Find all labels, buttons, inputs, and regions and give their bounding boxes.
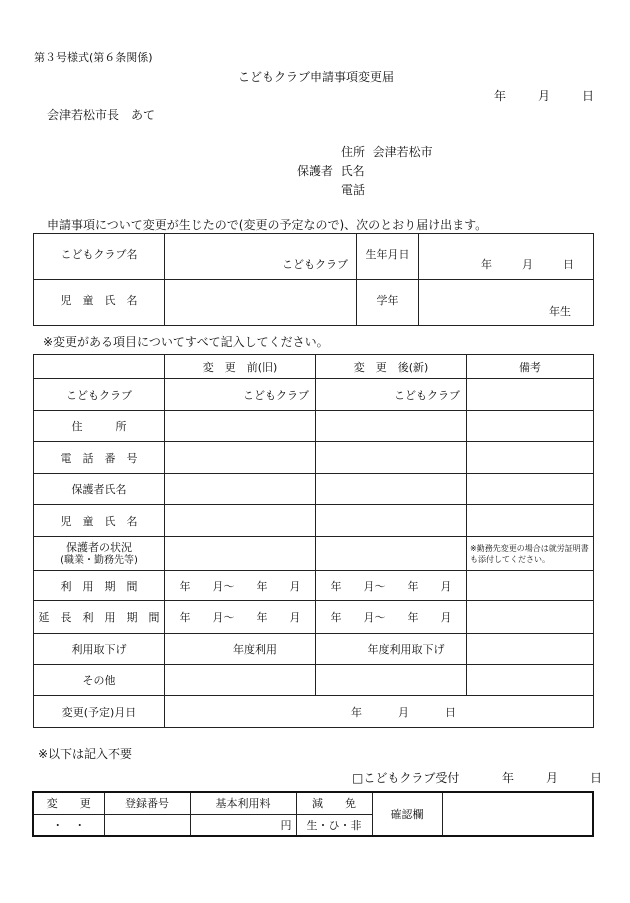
guardian-status-note: ※勤務先変更の場合は就労証明書も添付してください。 [467,537,594,571]
period-after-field[interactable]: 年 月～ 年 月 [316,571,467,601]
office-col-reg-no: 登録番号 [104,792,190,814]
guardian-status-after-field[interactable] [316,537,467,571]
applicant-guardian: 保護者 氏名 [297,164,365,178]
child-name-after-field[interactable] [316,505,467,537]
change-items-table [33,354,594,728]
form-number: 第３号様式(第６条関係) [34,51,153,64]
receipt-checkbox[interactable]: □こどもクラブ受付 [352,771,460,785]
office-only-note: ※以下は記入不要 [38,747,133,761]
row-label-guardian-name: 保護者氏名 [34,474,165,505]
receipt-date: 年 月 日 [502,771,603,785]
period-before-field[interactable]: 年 月～ 年 月 [165,571,316,601]
address-remarks-field[interactable] [467,411,594,442]
cancel-before-field[interactable]: 年度利用 [165,634,316,665]
office-reg-no-field[interactable] [104,814,190,836]
submission-date: 年 月 日 [494,89,595,103]
row-label-child-name: 児 童 氏 名 [34,505,165,537]
birth-date-field[interactable]: 年 月 日 [419,234,594,280]
other-remarks-field[interactable] [467,665,594,696]
child-name-label: 児 童 氏 名 [34,280,165,326]
office-col-reduction: 減 免 [296,792,372,814]
child-info-table [33,233,594,326]
row-label-guardian-status: 保護者の状況 (職業・勤務先等) [34,537,165,571]
child-name-before-field[interactable] [165,505,316,537]
club-name-field[interactable]: こどもクラブ [165,234,357,280]
row-label-cancel: 利用取下げ [34,634,165,665]
guardian-name-before-field[interactable] [165,474,316,505]
office-col-base-fee: 基本利用料 [190,792,296,814]
row-label-phone: 電 話 番 号 [34,442,165,474]
club-before-field[interactable]: こどもクラブ [165,379,316,411]
period-remarks-field[interactable] [467,571,594,601]
row-label-change-date: 変更(予定)月日 [34,696,165,728]
office-change-value[interactable]: ・ ・ [33,814,104,836]
document-title: こどもクラブ申請事項変更届 [238,70,395,84]
club-after-field[interactable]: こどもクラブ [316,379,467,411]
office-reduction-field[interactable]: 生・ひ・非 [296,814,372,836]
applicant-address: 住所 会津若松市 [341,145,433,159]
office-col-confirm: 確認欄 [372,792,442,836]
extension-before-field[interactable]: 年 月～ 年 月 [165,601,316,634]
child-name-field[interactable] [165,280,357,326]
club-name-label: こどもクラブ名 [34,234,165,280]
row-label-club: こどもクラブ [34,379,165,411]
row-label-period: 利 用 期 間 [34,571,165,601]
club-remarks-field[interactable] [467,379,594,411]
guardian-status-before-field[interactable] [165,537,316,571]
child-name-remarks-field[interactable] [467,505,594,537]
row-label-address: 住 所 [34,411,165,442]
grade-field[interactable]: 年生 [419,280,594,326]
birth-date-label: 生年月日 [357,234,419,280]
other-before-field[interactable] [165,665,316,696]
phone-after-field[interactable] [316,442,467,474]
header-remarks: 備考 [467,355,594,379]
header-after: 変 更 後(新) [316,355,467,379]
row-label-extension: 延 長 利 用 期 間 [34,601,165,634]
applicant-phone: 電話 [341,183,366,197]
office-table [32,791,594,837]
phone-remarks-field[interactable] [467,442,594,474]
other-after-field[interactable] [316,665,467,696]
addressee: 会津若松市長 あて [47,108,156,122]
header-blank [34,355,165,379]
notice-text: ※変更がある項目についてすべて記入してください。 [43,335,329,349]
phone-before-field[interactable] [165,442,316,474]
address-after-field[interactable] [316,411,467,442]
extension-remarks-field[interactable] [467,601,594,634]
guardian-name-remarks-field[interactable] [467,474,594,505]
office-col-change: 変 更 [33,792,104,814]
office-confirm-field[interactable] [442,792,593,836]
extension-after-field[interactable]: 年 月～ 年 月 [316,601,467,634]
intro-text: 申請事項について変更が生じたので(変更の予定なので)、次のとおり届け出ます。 [47,218,488,232]
change-date-field[interactable]: 年 月 日 [165,696,594,728]
cancel-after-field[interactable]: 年度利用取下げ [316,634,467,665]
header-before: 変 更 前(旧) [165,355,316,379]
grade-label: 学年 [357,280,419,326]
address-before-field[interactable] [165,411,316,442]
row-label-other: その他 [34,665,165,696]
guardian-name-after-field[interactable] [316,474,467,505]
office-base-fee-field[interactable]: 円 [190,814,296,836]
cancel-remarks-field[interactable] [467,634,594,665]
